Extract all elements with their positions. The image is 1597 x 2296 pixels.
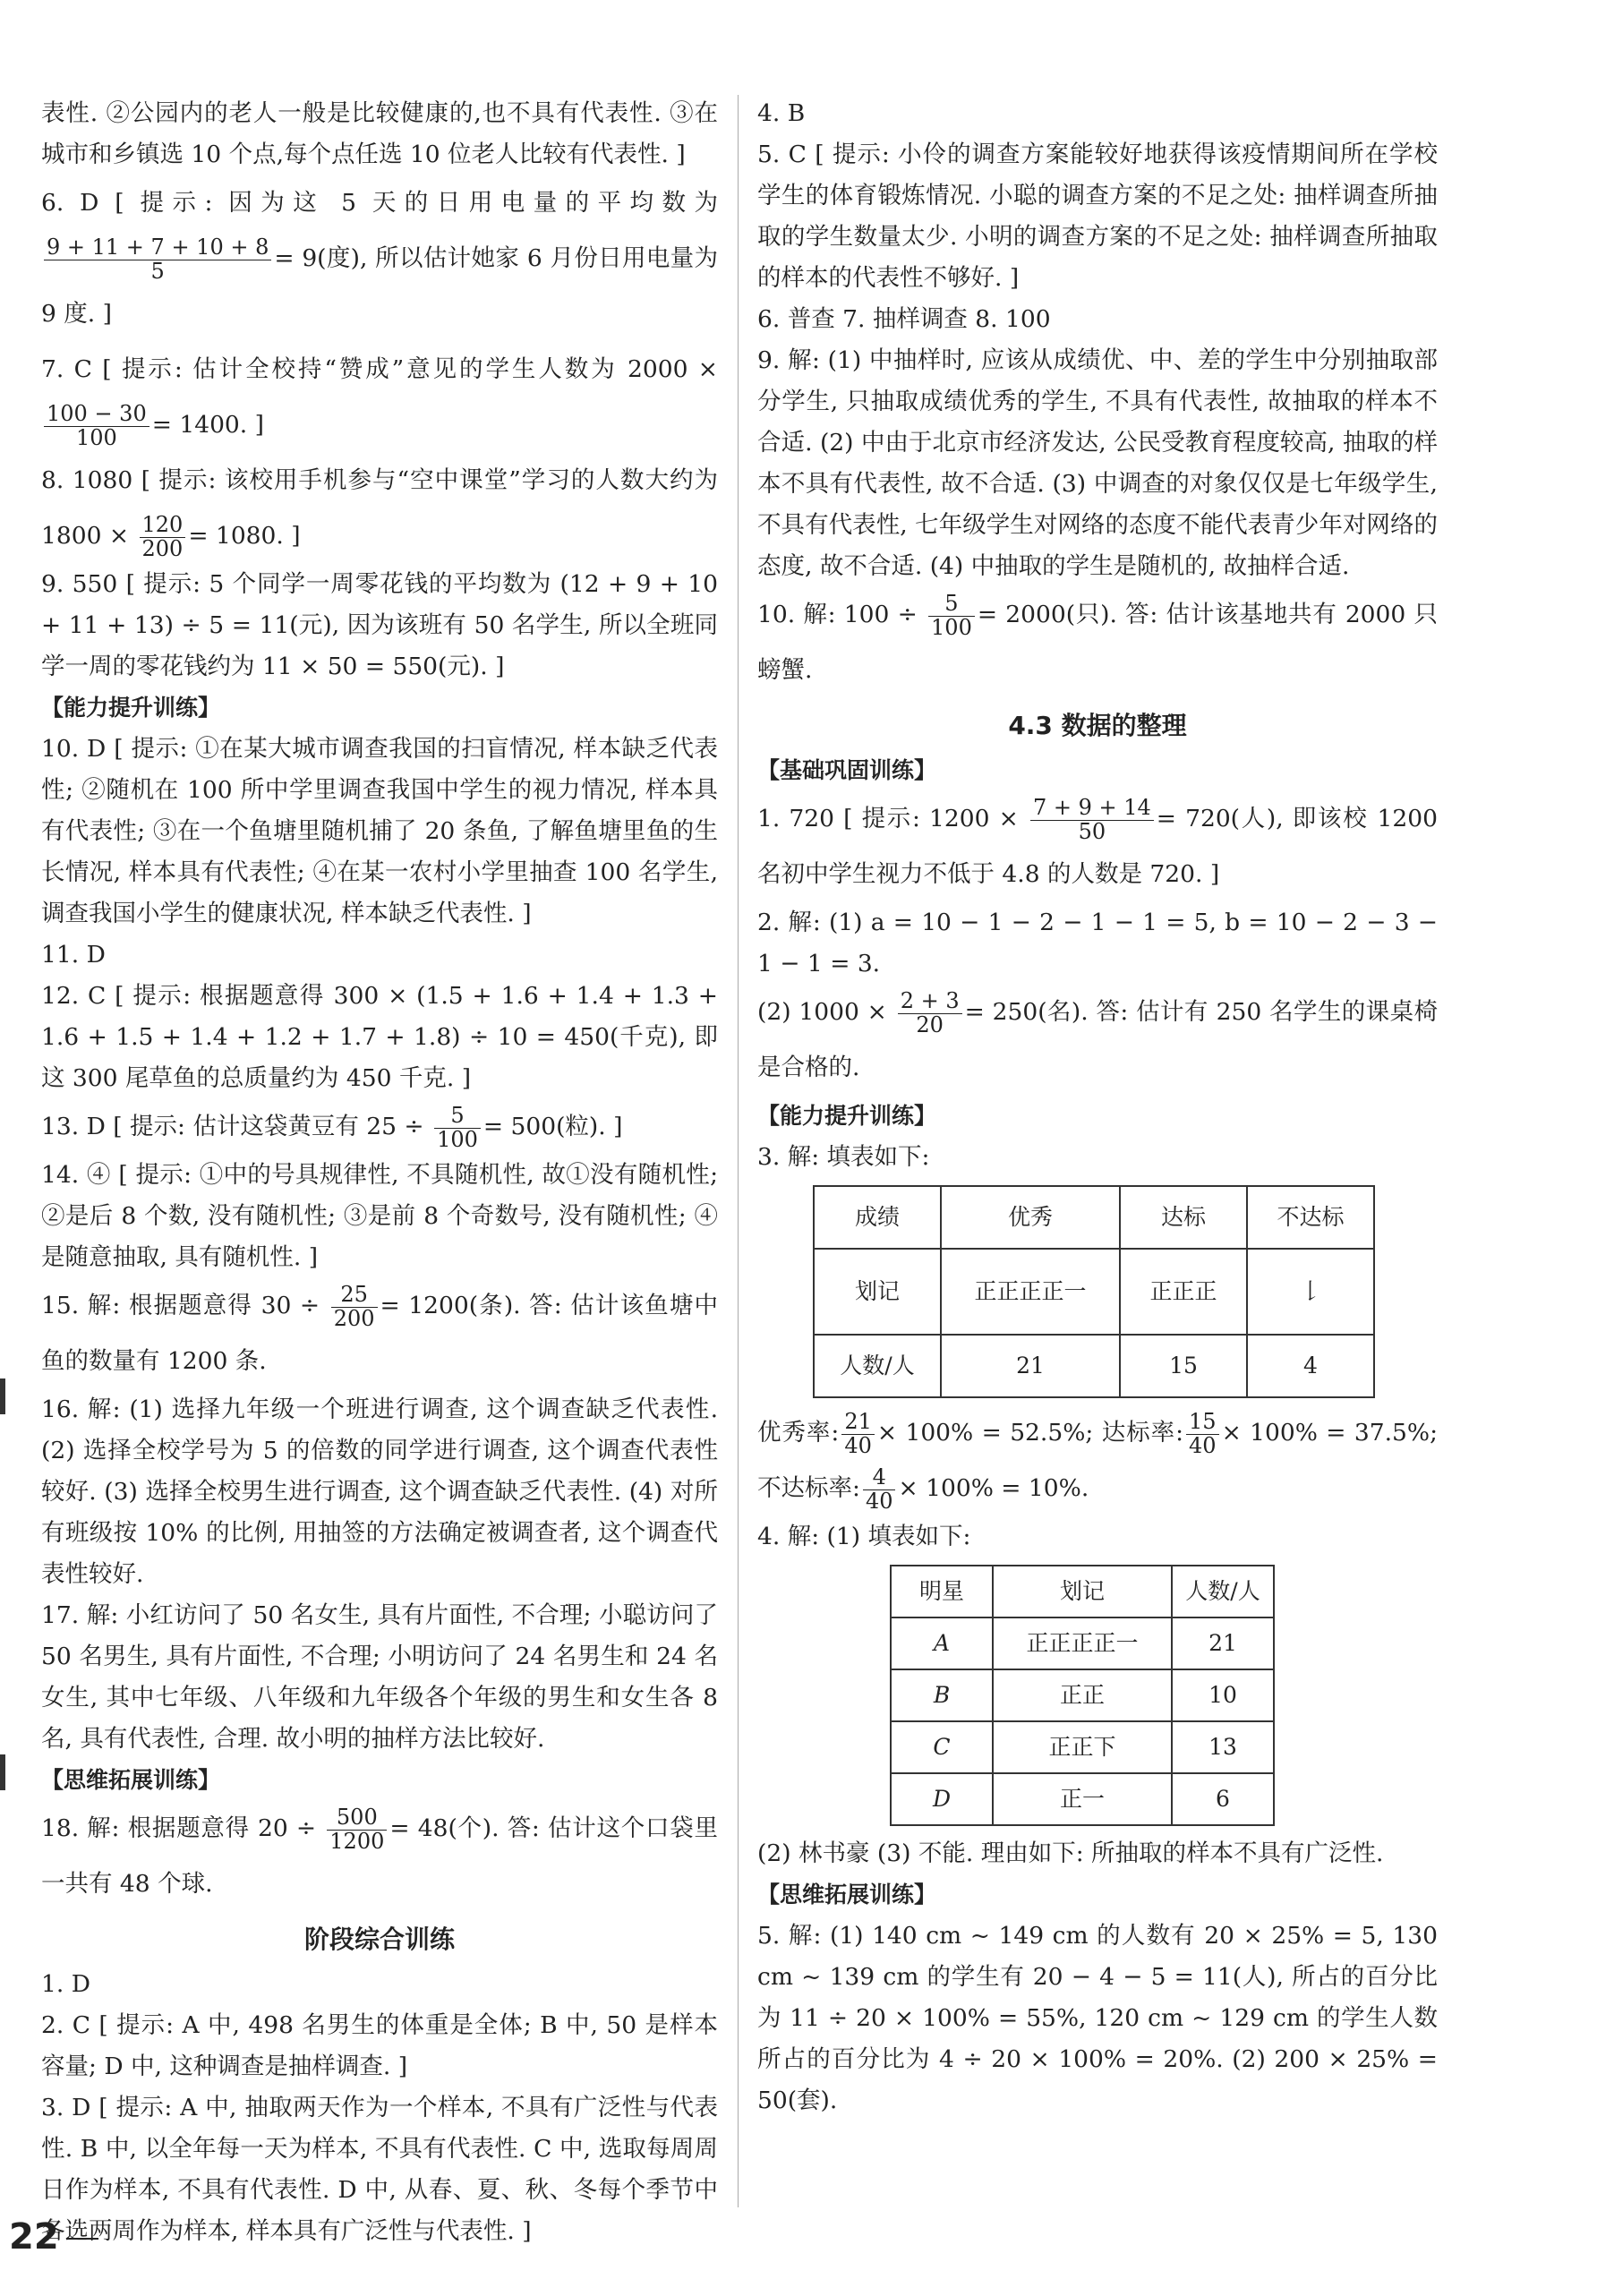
table-cell: 明星	[891, 1566, 993, 1617]
numerator: 120	[140, 514, 186, 538]
score-tally-table	[813, 1185, 1375, 1398]
data-answer-1	[757, 791, 1438, 902]
answer-text: = 2000(只). 答: 估计该基地共有 2000 只螃蟹.	[757, 601, 1438, 684]
section-heading: 【思维拓展训练】	[757, 1882, 937, 1908]
star-tally-table	[890, 1565, 1275, 1826]
table-cell: 不达标	[1247, 1186, 1374, 1249]
table-cell: 15	[1120, 1335, 1247, 1397]
data-answer-2-part2	[757, 985, 1438, 1096]
answer-text: 13. D [ 提示: 估计这袋黄豆有 25 ÷	[41, 1113, 424, 1140]
answer-11: 11. D	[41, 941, 106, 969]
table-row	[814, 1186, 1374, 1249]
answer-9: 9. 550 [ 提示: 5 个同学一周零花钱的平均数为 (12 + 9 + 10 + 11 + 13) ÷ 5 = 11(元), 因为该班有 50 名学生, 所以全班同学一周的零花钱约为 11 × 50 = 550(元). ]	[41, 570, 718, 680]
section-heading: 【思维拓展训练】	[41, 1767, 221, 1793]
answer-text: = 250(名). 答: 估计有 250 名学生的课桌椅是合格的.	[757, 998, 1438, 1081]
answer-13	[41, 1099, 718, 1155]
denominator: 200	[333, 1305, 375, 1331]
table-cell: C	[891, 1721, 993, 1773]
table-cell: 13	[1172, 1721, 1274, 1773]
answer-text: 7. C [ 提示: 估计全校持“赞成”意见的学生人数为 2000 ×	[41, 355, 718, 383]
answer-12: 12. C [ 提示: 根据题意得 300 × (1.5 + 1.6 + 1.4 + 1.3 + 1.6 + 1.5 + 1.4 + 1.2 + 1.7 + 1.8) ÷ 10 = 450(千克), 即这 300 尾草鱼的总质量约为 450 千克. ]	[41, 982, 718, 1092]
denominator: 200	[141, 535, 184, 561]
table-row	[891, 1566, 1274, 1617]
table-cell: 10	[1172, 1669, 1274, 1721]
denominator: 1200	[329, 1828, 385, 1854]
table-cell: 21	[1172, 1617, 1274, 1669]
fraction	[44, 236, 271, 284]
denominator: 40	[865, 1488, 893, 1514]
denominator: 5	[150, 258, 165, 284]
section-title: 4.3 数据的整理	[1008, 711, 1187, 740]
table-cell: 正正正正一	[941, 1249, 1120, 1335]
answer-6	[41, 175, 718, 342]
numerator: 9 + 11 + 7 + 10 + 8	[44, 236, 271, 260]
section-heading: 【能力提升训练】	[41, 695, 221, 721]
table-cell: 正正	[993, 1669, 1172, 1721]
answer-text: = 1200(条). 答: 估计该鱼塘中鱼的数量有 1200 条.	[41, 1292, 718, 1375]
table-cell: A	[891, 1617, 993, 1669]
denominator: 20	[916, 1011, 944, 1037]
denominator: 100	[437, 1126, 478, 1152]
review-answer-1: 1. D	[41, 1970, 90, 1998]
fraction	[841, 1408, 875, 1458]
table-row	[891, 1773, 1274, 1825]
table-cell: 人数/人	[1172, 1566, 1274, 1617]
answer-text: 8. 1080 [ 提示: 该校用手机参与“空中课堂”学习的人数大约为 1800 ×	[41, 466, 718, 550]
table-row	[891, 1669, 1274, 1721]
page-number-rule	[66, 2238, 98, 2240]
left-column	[41, 93, 718, 2252]
denominator: 100	[931, 614, 972, 640]
table-cell: 𠄌	[1247, 1249, 1374, 1335]
answer-18	[41, 1801, 718, 1912]
table-cell: 达标	[1120, 1186, 1247, 1249]
review-answer-3: 3. D [ 提示: A 中, 抽取两天作为一个样本, 不具有广泛性与代表性. B 中, 以全年每一天为样本, 不具有代表性. C 中, 选取每周周日作为样本, 不具有代表性. D 中, 从春、夏、秋、冬每个季节中各选两周作为样本, 样本具有广泛性与代表性. ]	[41, 2094, 718, 2245]
table-cell: 优秀	[941, 1186, 1120, 1249]
denominator: 40	[1189, 1432, 1217, 1458]
answer-8	[41, 453, 718, 564]
data-answer-2: 2. 解: (1) a = 10 − 1 − 2 − 1 − 1 = 5, b = 10 − 2 − 3 − 1 − 1 = 3.	[757, 909, 1438, 977]
section-title: 阶段综合训练	[303, 1925, 455, 1954]
answer-7	[41, 342, 718, 453]
fraction	[928, 590, 975, 640]
answer-text: × 100% = 37.5%; 不达标率:	[757, 1419, 1438, 1502]
table-cell: 人数/人	[814, 1335, 941, 1397]
numerator: 500	[327, 1806, 387, 1831]
review-answer-9: 9. 解: (1) 中抽样时, 应该从成绩优、中、差的学生中分别抽取部分学生, 只抽取成绩优秀的学生, 不具有代表性, 故抽取的样本不合适. (2) 中由于北京市经济发达, 公民受教育程度较高, 抽取的样本不具有代表性, 故不合适. (3) 中调查的对象仅仅是七年级学生, 不具有代表性, 七年级学生对网络的态度不能代表青少年对网络的态度, 故不合适. (4) 中抽取的学生是随机的, 故抽样合适.	[757, 346, 1438, 580]
fraction	[1186, 1408, 1219, 1458]
data-answer-4-part2: (2) 林书豪 (3) 不能. 理由如下: 所抽取的样本不具有广泛性.	[757, 1839, 1384, 1867]
section-heading: 【基础巩固训练】	[757, 757, 937, 783]
fraction	[327, 1806, 387, 1854]
answer-text: 18. 解: 根据题意得 20 ÷	[41, 1814, 317, 1842]
table-cell: 6	[1172, 1773, 1274, 1825]
table-cell: B	[891, 1669, 993, 1721]
answer-text: 6. D [ 提示: 因为这 5 天的日用电量的平均数为	[41, 189, 718, 217]
page-number	[9, 2216, 98, 2258]
table-cell: 正正正	[1120, 1249, 1247, 1335]
answer-text: 10. 解: 100 ÷	[757, 601, 918, 628]
data-answer-5: 5. 解: (1) 140 cm ~ 149 cm 的人数有 20 × 25% = 5, 130 cm ~ 139 cm 的学生有 20 − 4 − 5 = 11(人), 所占的百分比为 11 ÷ 20 × 100% = 55%, 120 cm ~ 129 cm 的学生人数所占的百分比为 4 ÷ 20 × 100% = 20%. (2) 200 × 25% = 50(套).	[757, 1922, 1438, 2114]
review-answer-4: 4. B	[757, 99, 806, 127]
fraction	[44, 400, 149, 450]
table-cell: 正一	[993, 1773, 1172, 1825]
right-column	[757, 93, 1438, 2121]
table-row	[814, 1249, 1374, 1335]
answer-text: 表性. ②公园内的老人一般是比较健康的,也不具有代表性. ③在城市和乡镇选 10 个点,每个点任选 10 位老人比较有代表性. ]	[41, 99, 718, 168]
answer-text: = 48(个). 答: 估计这个口袋里一共有 48 个球.	[41, 1814, 718, 1898]
numerator: 21	[841, 1411, 875, 1435]
answer-16: 16. 解: (1) 选择九年级一个班进行调查, 这个调查缺乏代表性. (2) 选择全校学号为 5 的倍数的同学进行调查, 这个调查代表性较好. (3) 选择全校男生进行调查, 这个调查缺乏代表性. (4) 对所有班级按 10% 的比例, 用抽签的方法确定被调查者, 这个调查代表性较好.	[41, 1396, 718, 1588]
page-number-text: 22	[9, 2216, 59, 2258]
fraction	[898, 987, 962, 1037]
numerator: 25	[331, 1284, 378, 1308]
answer-text: (2) 1000 ×	[757, 998, 887, 1026]
answer-text: 优秀率:	[757, 1419, 840, 1447]
review-answers-6-8: 6. 普查 7. 抽样调查 8. 100	[757, 305, 1051, 333]
answer-17: 17. 解: 小红访问了 50 名女生, 具有片面性, 不合理; 小聪访问了 50 名男生, 具有片面性, 不合理; 小明访问了 24 名男生和 24 名女生, 其中七年级、八年级和九年级各个年级的男生和女生各 8 名, 具有代表性, 合理. 故小明的抽样方法比较好.	[41, 1601, 718, 1753]
numerator: 5	[434, 1105, 481, 1129]
table-cell: 正正正正一	[993, 1617, 1172, 1669]
answer-text: = 500(粒). ]	[483, 1113, 623, 1140]
fraction	[1030, 794, 1154, 844]
data-answer-3: 3. 解: 填表如下:	[757, 1143, 930, 1171]
answer-text: = 1400. ]	[151, 411, 264, 439]
answer-14: 14. ④ [ 提示: ①中的号具规律性, 不具随机性, 故①没有随机性; ②是后 8 个数, 没有随机性; ③是前 8 个奇数号, 没有随机性; ④是随意抽取, 具有随机性. ]	[41, 1161, 718, 1271]
numerator: 7 + 9 + 14	[1030, 797, 1154, 821]
numerator: 5	[928, 593, 975, 617]
fraction	[863, 1466, 896, 1514]
table-row	[891, 1721, 1274, 1773]
review-answer-5: 5. C [ 提示: 小伶的调查方案能较好地获得该疫情期间所在学校学生的体育锻炼情况. 小聪的调查方案的不足之处: 抽样调查所抽取的学生数量太少. 小明的调查方案的不足之处: 抽样调查所抽取的样本的代表性不够好. ]	[757, 141, 1438, 292]
table-row	[891, 1617, 1274, 1669]
fraction	[140, 511, 186, 561]
answer-text: = 9(度), 所以估计她家 6 月份日用电量为 9 度. ]	[41, 244, 718, 328]
review-answer-10	[757, 587, 1438, 698]
answer-text: = 1080. ]	[188, 522, 301, 550]
answer-text: = 720(人), 即该校 1200 名初中学生视力不低于 4.8 的人数是 720. ]	[757, 805, 1438, 888]
review-answer-2: 2. C [ 提示: A 中, 498 名男生的体重是全体; B 中, 50 是样本容量; D 中, 这种调查是抽样调查. ]	[41, 2011, 718, 2080]
table-cell: 正正下	[993, 1721, 1172, 1773]
data-answer-4: 4. 解: (1) 填表如下:	[757, 1523, 971, 1550]
table-row	[814, 1335, 1374, 1397]
fraction	[331, 1281, 378, 1331]
table-cell: D	[891, 1773, 993, 1825]
numerator: 15	[1186, 1411, 1219, 1435]
denominator: 40	[844, 1432, 872, 1458]
table-cell: 21	[941, 1335, 1120, 1397]
edge-mark-2	[0, 1754, 5, 1790]
answer-text: × 100% = 10%.	[898, 1474, 1089, 1502]
edge-mark-1	[0, 1378, 5, 1414]
answer-10: 10. D [ 提示: ①在某大城市调查我国的扫盲情况, 样本缺乏代表性; ②随机在 100 所中学里调查我国中学生的视力情况, 样本具有代表性; ③在一个鱼塘里随机捕了 20 条鱼, 了解鱼塘里鱼的生长情况, 样本具有代表性; ④在某一农村小学里抽查 100 名学生, 调查我国小学生的健康状况, 样本缺乏代表性. ]	[41, 735, 718, 927]
answer-text: 15. 解: 根据题意得 30 ÷	[41, 1292, 320, 1319]
column-divider	[738, 95, 739, 2207]
table-cell: 划记	[814, 1249, 941, 1335]
denominator: 100	[75, 424, 117, 450]
table-cell: 4	[1247, 1335, 1374, 1397]
rate-calculation	[757, 1405, 1438, 1516]
answer-text: 1. 720 [ 提示: 1200 ×	[757, 805, 1019, 832]
table-cell: 划记	[993, 1566, 1172, 1617]
section-heading: 【能力提升训练】	[757, 1103, 937, 1129]
numerator: 4	[863, 1466, 896, 1490]
numerator: 100 − 30	[44, 403, 149, 427]
table-cell: 成绩	[814, 1186, 941, 1249]
numerator: 2 + 3	[898, 990, 962, 1014]
denominator: 50	[1078, 818, 1106, 844]
fraction	[434, 1102, 481, 1152]
answer-15	[41, 1278, 718, 1389]
answer-text: × 100% = 52.5%; 达标率:	[876, 1419, 1184, 1447]
